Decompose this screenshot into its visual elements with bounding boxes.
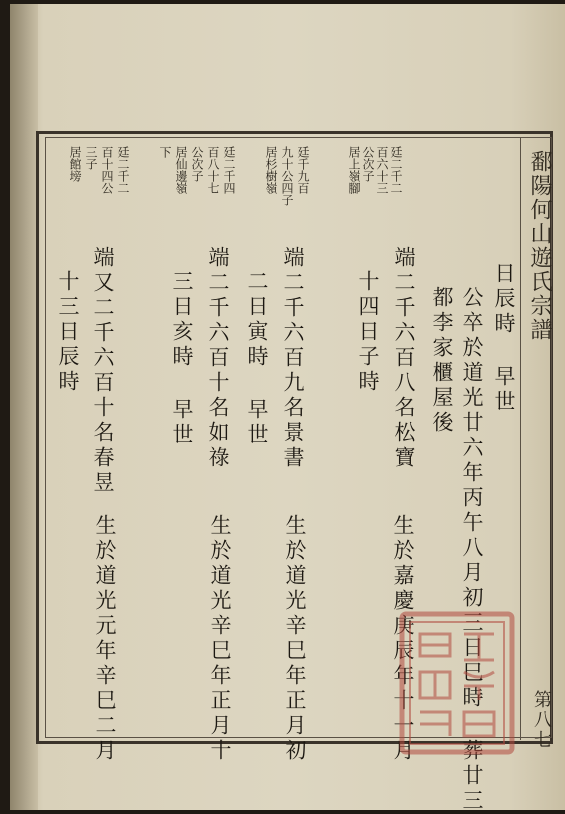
entry-2-line-3: 生於道光辛巳年正月初 xyxy=(283,514,307,764)
entry-1-line-3: 生於嘉慶庚辰年十一月 xyxy=(391,514,415,764)
preceding-line-2: 公卒於道光廿六年丙午八月初三日巳時 葬廿三 xyxy=(460,286,484,814)
entry-1-note-2: 百六十三 xyxy=(375,146,389,194)
entry-4-line-3: 生於道光元年辛巳二月 xyxy=(93,514,117,764)
edge-chop: 第八七 xyxy=(531,690,552,750)
entry-4-note-1: 廷二千二 xyxy=(116,146,130,194)
entry-1-note-3: 公次子 xyxy=(361,146,375,182)
entry-3-line-1: 端二千六百十名如祿 xyxy=(206,246,230,471)
entry-4-note-3: 三子 xyxy=(84,146,98,170)
book-gutter xyxy=(10,4,38,810)
entry-4-line-2: 十三日辰時 xyxy=(56,270,80,395)
red-seal-stamp xyxy=(398,610,516,756)
entry-4-line-1: 端又二千六百十名春昱 xyxy=(91,246,115,496)
entry-2-line-1: 端二千六百九名景書 xyxy=(281,246,305,471)
entry-3-note-3: 公次子 xyxy=(190,146,204,182)
entry-1-note-4: 居上嶺腳 xyxy=(347,146,361,194)
entry-3-note-2: 百八十七 xyxy=(206,146,220,194)
entry-3-note-5: 下 xyxy=(158,146,172,158)
entry-2-note-2: 九十公四子 xyxy=(280,146,294,206)
entry-2-note-3: 居杉樹嶺 xyxy=(264,146,278,194)
entry-2-note-1: 廷千九百 xyxy=(296,146,310,194)
entry-3-note-4: 居仙邊嶺 xyxy=(174,146,188,194)
preceding-line-1: 日辰時 早世 xyxy=(492,262,516,415)
book-title: 鄱陽何山遊氏宗譜 xyxy=(527,150,552,342)
entry-4-note-2: 百十四公 xyxy=(100,146,114,194)
preceding-line-3: 都李家櫃屋後 xyxy=(430,286,454,436)
entry-3-note-1: 廷二千四 xyxy=(222,146,236,194)
entry-4-note-4: 居館塝 xyxy=(68,146,82,182)
entry-3-line-3: 生於道光辛巳年正月十 xyxy=(208,514,232,764)
entry-1-line-1: 端二千六百八名松寶 xyxy=(392,246,416,471)
entry-3-line-2: 三日亥時 早世 xyxy=(170,270,194,448)
entry-1-note-1: 廷二千二 xyxy=(389,146,403,194)
entry-2-line-2: 二日寅時 早世 xyxy=(245,270,269,448)
entry-1-line-2: 十四日子時 xyxy=(356,270,380,395)
